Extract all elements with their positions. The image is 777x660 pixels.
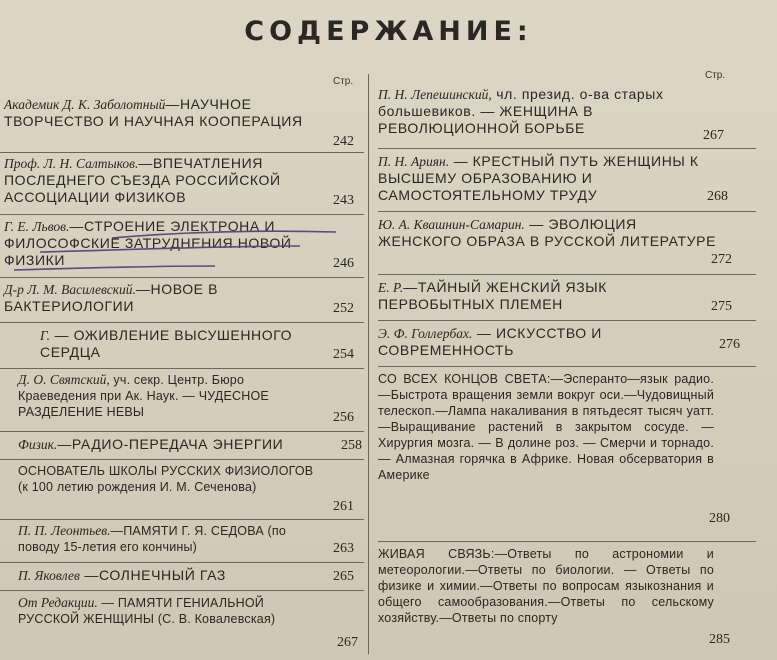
entry-author: П. Н. Лепешинский, xyxy=(378,87,492,102)
entry-title: —РАДИО-ПЕРЕДАЧА ЭНЕРГИИ xyxy=(57,436,284,452)
entry-page: 268 xyxy=(707,189,728,204)
toc-entry[interactable] xyxy=(0,372,364,426)
toc-entry[interactable] xyxy=(0,436,364,454)
divider xyxy=(378,274,756,275)
toc-entry[interactable] xyxy=(0,281,364,317)
left-column xyxy=(0,92,364,650)
entry-author: Е. Р. xyxy=(378,280,404,295)
toc-entry[interactable] xyxy=(0,96,364,150)
entry-page: 265 xyxy=(333,569,354,584)
toc-entry[interactable] xyxy=(0,155,364,209)
entry-title: —НОВОЕ В БАКТЕРИОЛОГИИ xyxy=(4,281,219,314)
toc-entry[interactable] xyxy=(378,216,776,268)
divider xyxy=(0,519,364,520)
entry-page: 280 xyxy=(709,511,730,526)
toc-entry[interactable] xyxy=(0,218,364,272)
entry-author: От Редакции. xyxy=(18,595,98,610)
entry-author: Д-р Л. М. Василевский. xyxy=(4,282,136,297)
toc-entry[interactable] xyxy=(378,279,776,315)
entry-title: СО ВСЕХ КОНЦОВ СВЕТА:—Эсперанто—язык радио.—Быстрота вращения земли вокруг оси.—Чудовищный телескоп.—Лампа накаливания в пятьдесят тысяч уатт.—Выращивание растений в закрытом сосуде. — Хирургия мозга. — В долине роз. — Смерчи и торнадо.— Алмазная горячка в Африке. Новая обсерватория в Америке xyxy=(378,372,714,482)
divider xyxy=(0,562,364,563)
entry-title: —ПАМЯТИ Г. Я. СЕДОВА (по поводу 15-летия его кончины) xyxy=(18,524,287,554)
entry-title: —СТРОЕНИЕ ЭЛЕКТРОНА И ФИЛОСОФСКИЕ ЗАТРУДНЕНИЯ НОВОЙ ФИЗИКИ xyxy=(4,218,292,268)
entry-title: — ОЖИВЛЕНИЕ ВЫСУШЕННОГО СЕРДЦА xyxy=(40,327,293,360)
entry-page: 252 xyxy=(333,301,354,316)
entry-title: —НАУЧНОЕ ТВОРЧЕСТВО И НАУЧНАЯ КООПЕРАЦИЯ xyxy=(4,96,303,129)
entry-author: Э. Ф. Голлербах. xyxy=(378,326,473,341)
toc-entry[interactable] xyxy=(0,327,364,363)
entry-page: 243 xyxy=(333,193,354,208)
entry-author: Академик Д. К. Заболотный xyxy=(4,97,166,112)
divider xyxy=(0,322,364,323)
entry-page: 275 xyxy=(711,299,732,314)
entry-page: 254 xyxy=(333,347,354,362)
entry-page: 261 xyxy=(333,499,354,514)
entry-author: Физик. xyxy=(18,437,58,452)
toc-entry[interactable] xyxy=(378,153,776,205)
toc-entry[interactable] xyxy=(0,523,364,557)
divider xyxy=(0,590,364,591)
entry-title: — КРЕСТНЫЙ ПУТЬ ЖЕНЩИНЫ К ВЫСШЕМУ ОБРАЗОВАНИЮ И САМОСТОЯТЕЛЬНОМУ ТРУДУ xyxy=(378,153,699,203)
right-column xyxy=(378,86,776,650)
entry-page: 267 xyxy=(337,635,358,650)
divider xyxy=(0,214,364,215)
divider xyxy=(378,320,756,321)
toc-entry[interactable] xyxy=(378,325,776,361)
divider xyxy=(0,277,364,278)
entry-title: чл. презид. о-ва старых большевиков. — ЖЕНЩИНА В РЕВОЛЮЦИОННОЙ БОРЬБЕ xyxy=(378,86,664,136)
entry-page: 276 xyxy=(719,337,740,352)
entry-title: — ПАМЯТИ ГЕНИАЛЬНОЙ РУССКОЙ ЖЕНЩИНЫ (С. В. Ковалевская) xyxy=(18,596,276,626)
entry-page: 272 xyxy=(711,252,732,267)
entry-title: ЖИВАЯ СВЯЗЬ:—Ответы по астрономии и метеорологии.—Ответы по биологии. — Ответы по физике и химии.—Ответы по вопросам языкознания и общего самообразования.—Ответы по сельскому хозяйству.—Ответы по спорту xyxy=(378,547,714,625)
divider xyxy=(378,148,756,149)
entry-author: Ю. А. Квашнин-Самарин. xyxy=(378,217,525,232)
entry-author: Проф. Л. Н. Салтыков. xyxy=(4,156,139,171)
entry-title: — ЭВОЛЮЦИЯ ЖЕНСКОГО ОБРАЗА В РУССКОЙ ЛИТЕРАТУРЕ xyxy=(378,216,717,249)
divider xyxy=(0,431,364,432)
page-column-label-left: Стр. xyxy=(333,76,354,87)
entry-page: 258 xyxy=(341,438,362,453)
entry-title: —ТАЙНЫЙ ЖЕНСКИЙ ЯЗЫК ПЕРВОБЫТНЫХ ПЛЕМЕН xyxy=(378,279,607,312)
page-title: СОДЕРЖАНИЕ: xyxy=(244,16,533,47)
divider xyxy=(0,459,364,460)
entry-title: ОСНОВАТЕЛЬ ШКОЛЫ РУССКИХ ФИЗИОЛОГОВ (к 100 летию рождения И. М. Сеченова) xyxy=(18,464,314,494)
divider xyxy=(378,366,756,367)
entry-page: 242 xyxy=(333,134,354,149)
entry-page: 285 xyxy=(709,632,730,647)
entry-title: уч. секр. Центр. Бюро Краеведения при Ак. Наук. — ЧУДЕСНОЕ РАЗДЕЛЕНИЕ НЕВЫ xyxy=(18,373,269,419)
toc-entry[interactable] xyxy=(378,546,776,650)
column-divider xyxy=(368,74,369,654)
toc-entry[interactable] xyxy=(378,371,776,535)
toc-entry[interactable] xyxy=(0,595,364,650)
toc-entry[interactable] xyxy=(0,463,364,515)
entry-page: 256 xyxy=(333,410,354,425)
page-column-label-right: Стр. xyxy=(705,70,726,81)
entry-title: — ИСКУССТВО И СОВРЕМЕННОСТЬ xyxy=(378,325,602,358)
entry-title: —ВПЕЧАТЛЕНИЯ ПОСЛЕДНЕГО СЪЕЗДА РОССИЙСКОЙ АССОЦИАЦИИ ФИЗИКОВ xyxy=(4,155,281,205)
toc-entry[interactable] xyxy=(0,567,364,585)
divider xyxy=(0,152,364,153)
toc-entry[interactable] xyxy=(378,86,776,143)
entry-author: Г. xyxy=(40,328,51,343)
divider xyxy=(378,211,756,212)
divider xyxy=(0,368,364,369)
entry-author: П. Н. Ариян. xyxy=(378,154,450,169)
entry-page: 263 xyxy=(333,541,354,556)
entry-author: П. П. Леонтьев. xyxy=(18,523,111,538)
entry-author: П. Яковлев xyxy=(18,568,80,583)
entry-page: 267 xyxy=(703,128,724,143)
entry-author: Д. О. Святский, xyxy=(18,372,110,387)
divider xyxy=(378,541,756,542)
entry-author: Г. Е. Львов. xyxy=(4,219,70,234)
entry-page: 246 xyxy=(333,256,354,271)
entry-title: —СОЛНЕЧНЫЙ ГАЗ xyxy=(79,567,226,583)
